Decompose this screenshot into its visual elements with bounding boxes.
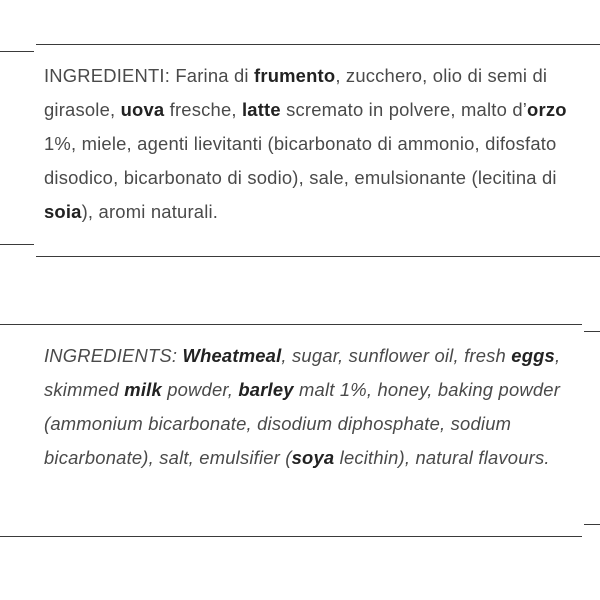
ingredient-text: lecithin), natural flavours. bbox=[334, 447, 550, 468]
rule-italian-top bbox=[36, 44, 600, 45]
ingredient-text: malt 1%, honey, baking powder (ammonium bicarbonate, disodium diphosphate, sodium bicarbonate), salt, emulsifier ( bbox=[44, 379, 561, 468]
allergen-highlight: orzo bbox=[527, 99, 567, 120]
italian-ingredients-text bbox=[44, 59, 584, 229]
rule-italian-top-left-tick bbox=[0, 51, 34, 52]
allergen-highlight: Wheatmeal bbox=[182, 345, 282, 366]
allergen-highlight: soya bbox=[291, 447, 335, 468]
rule-italian-bottom bbox=[36, 256, 600, 257]
rule-italian-bottom-left-tick bbox=[0, 244, 34, 245]
english-ingredients-text bbox=[44, 339, 584, 475]
ingredient-text: INGREDIENTS: bbox=[44, 345, 183, 366]
rule-english-bottom-right-tick bbox=[584, 524, 600, 525]
rule-english-bottom bbox=[0, 536, 582, 537]
allergen-highlight: milk bbox=[124, 379, 162, 400]
allergen-highlight: latte bbox=[242, 99, 281, 120]
ingredient-text: INGREDIENTI: Farina di bbox=[44, 65, 255, 86]
rule-english-top-right-tick bbox=[584, 331, 600, 332]
ingredient-text: , skimmed bbox=[44, 345, 561, 400]
ingredient-text: , zucchero, olio di semi di girasole, bbox=[44, 65, 548, 120]
ingredient-text: , sugar, sunflower oil, fresh bbox=[281, 345, 512, 366]
allergen-highlight: soia bbox=[44, 201, 82, 222]
allergen-highlight: eggs bbox=[511, 345, 555, 366]
ingredient-text: scremato in polvere, malto d’ bbox=[280, 99, 528, 120]
ingredient-text: ), aromi naturali. bbox=[81, 201, 219, 222]
rule-english-top bbox=[0, 324, 582, 325]
allergen-highlight: frumento bbox=[254, 65, 336, 86]
ingredient-text: 1%, miele, agenti lievitanti (bicarbonato di ammonio, difosfato disodico, bicarbonato di sodio), sale, emulsionante (lecitina di bbox=[44, 133, 557, 188]
allergen-highlight: barley bbox=[238, 379, 294, 400]
ingredient-text: fresche, bbox=[164, 99, 242, 120]
ingredient-text: powder, bbox=[161, 379, 239, 400]
allergen-highlight: uova bbox=[120, 99, 165, 120]
